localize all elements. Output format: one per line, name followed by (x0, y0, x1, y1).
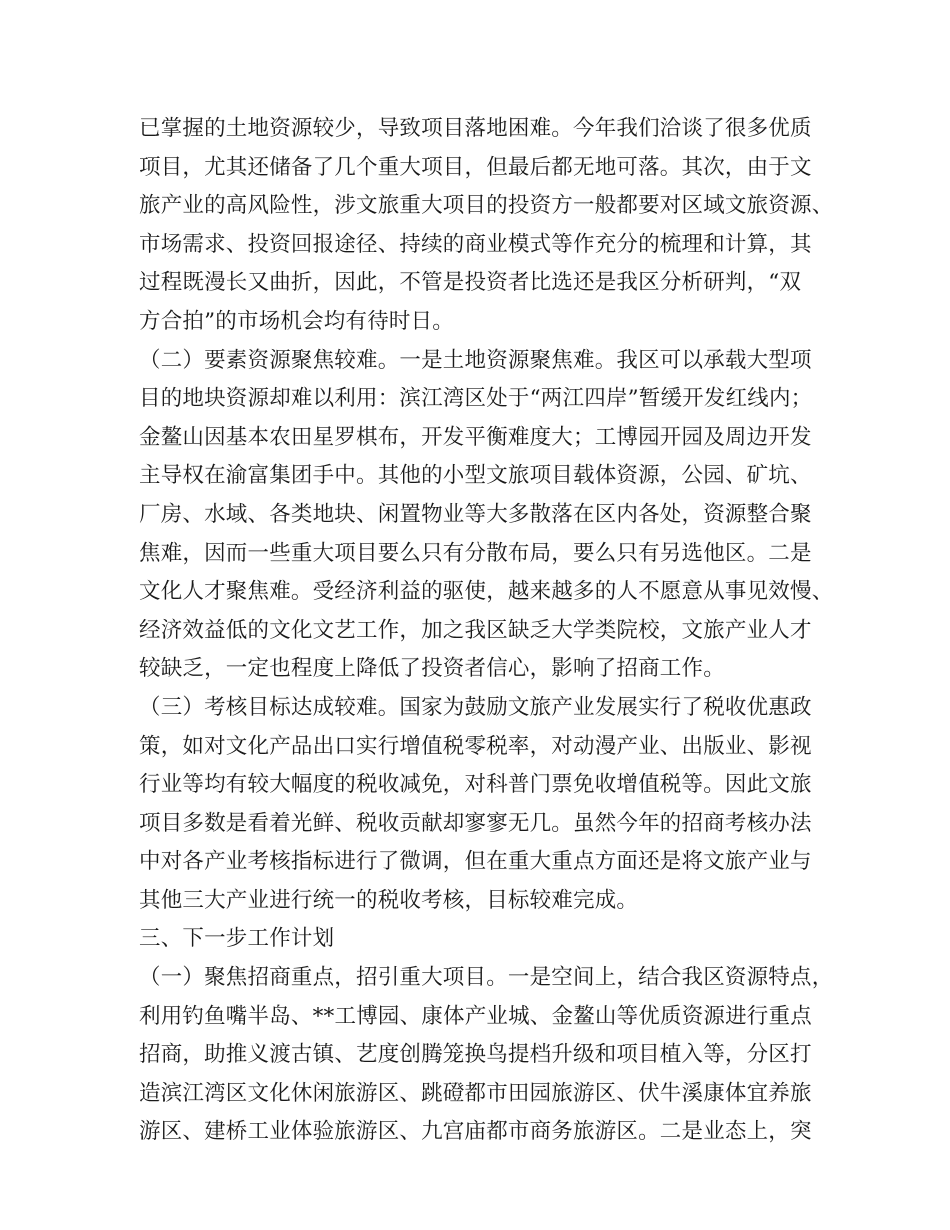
text-line: 文化人才聚焦难。受经济利益的驱使，越来越多的人不愿意从事见效慢、 (139, 579, 834, 605)
text-line: 造滨江湾区文化休闲旅游区、跳磴都市田园旅游区、伏牛溪康体宜养旅 (139, 1080, 812, 1106)
text-line: 行业等均有较大幅度的税收减免，对科普门票免收增值税等。因此文旅 (139, 772, 812, 798)
text-line: （二）要素资源聚焦较难。一是土地资源聚焦难。我区可以承载大型项 (139, 347, 812, 373)
text-line: 较缺乏，一定也程度上降低了投资者信心，影响了招商工作。 (139, 656, 725, 682)
text-line: 策，如对文化产品出口实行增值税零税率，对动漫产业、出版业、影视 (139, 733, 812, 759)
section-heading: 三、下一步工作计划 (139, 926, 335, 952)
text-line: 金鳌山因基本农田星罗棋布，开发平衡难度大；工博园开园及周边开发 (139, 424, 812, 450)
text-line: 游区、建桥工业体验旅游区、九宫庙都市商务旅游区。二是业态上，突 (139, 1119, 812, 1145)
text-line: 项目，尤其还储备了几个重大项目，但最后都无地可落。其次，由于文 (139, 154, 812, 180)
text-line: 目的地块资源却难以利用：滨江湾区处于“两江四岸”暂缓开发红线内； (139, 386, 813, 412)
text-line: 旅产业的高风险性，涉文旅重大项目的投资方一般都要对区域文旅资源、 (139, 193, 834, 219)
text-line: 厂房、水域、各类地块、闲置物业等大多散落在区内各处，资源整合聚 (139, 501, 812, 527)
text-line: 焦难，因而一些重大项目要么只有分散布局，要么只有另选他区。二是 (139, 540, 812, 566)
text-line: 利用钓鱼嘴半岛、**工博园、康体产业城、金鳌山等优质资源进行重点 (139, 1003, 812, 1029)
text-line: （一）聚焦招商重点，招引重大项目。一是空间上，结合我区资源特点， (139, 965, 834, 991)
text-line: 市场需求、投资回报途径、持续的商业模式等作充分的梳理和计算，其 (139, 231, 812, 257)
text-line: 其他三大产业进行统一的税收考核，目标较难完成。 (139, 887, 639, 913)
text-line: 招商，助推义渡古镇、艺度创腾笼换鸟提档升级和项目植入等，分区打 (139, 1042, 812, 1068)
text-line: 项目多数是看着光鲜、税收贡献却寥寥无几。虽然今年的招商考核办法 (139, 810, 812, 836)
text-line: （三）考核目标达成较难。国家为鼓励文旅产业发展实行了税收优惠政 (139, 694, 812, 720)
text-line: 经济效益低的文化文艺工作，加之我区缺乏大学类院校，文旅产业人才 (139, 617, 812, 643)
text-line: 过程既漫长又曲折，因此，不管是投资者比选还是我区分析研判，“双 (139, 270, 802, 296)
text-line: 主导权在渝富集团手中。其他的小型文旅项目载体资源，公园、矿坑、 (139, 463, 812, 489)
text-line: 已掌握的土地资源较少，导致项目落地困难。今年我们洽谈了很多优质 (139, 116, 812, 141)
text-line: 方合拍”的市场机会均有待时日。 (139, 308, 454, 334)
document-body (139, 110, 839, 1152)
text-line: 中对各产业考核指标进行了微调，但在重大重点方面还是将文旅产业与 (139, 849, 812, 875)
